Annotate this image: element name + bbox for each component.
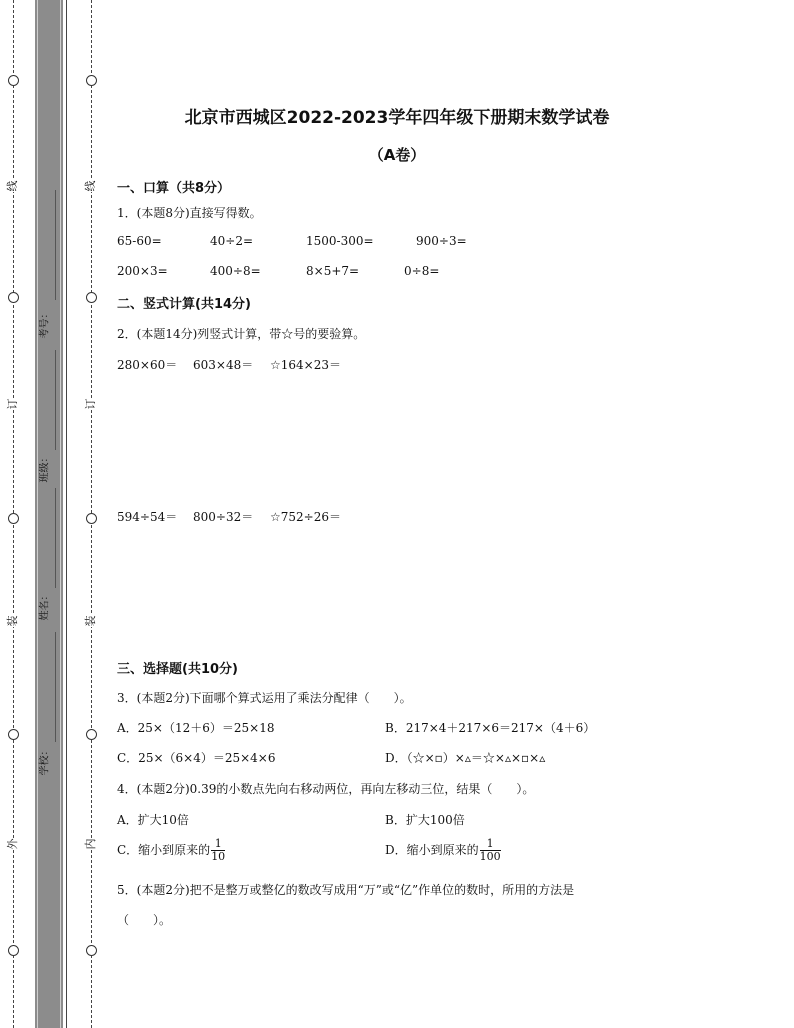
section-1-heading: 一、口算（共8分） — [117, 181, 231, 196]
question-3-stem: 3．(本题2分)下面哪个算式运用了乘法分配律（ ）。 — [117, 691, 412, 705]
q4-option-c-label: C．缩小到原来的 — [117, 843, 211, 857]
fraction-one-hundredth — [480, 838, 501, 863]
exam-title: 北京市西城区2022-2023学年四年级下册期末数学试卷 — [184, 108, 610, 128]
q4-option-d-label: D．缩小到原来的 — [385, 843, 479, 857]
label-class: 班级： — [39, 452, 51, 483]
binding-hole-circle — [86, 75, 97, 86]
section-2-heading: 二、竖式计算(共14分) — [117, 297, 251, 312]
q4-option-a[interactable]: A．扩大10倍 — [117, 813, 189, 827]
binding-hole-circle — [8, 75, 19, 86]
label-name: 姓名： — [39, 590, 51, 621]
q3-option-a[interactable]: A．25×（12＋6）＝25×18 — [117, 721, 275, 735]
q2-item: ☆164×23＝ — [270, 358, 341, 372]
fraction-numerator: 1 — [480, 838, 501, 851]
q4-option-d[interactable] — [385, 838, 501, 863]
binding-hole-circle — [8, 945, 19, 956]
q3-option-c[interactable]: C．25×（6×4）＝25×4×6 — [117, 751, 276, 765]
exam-subtitle: （A卷） — [368, 146, 426, 164]
q1-item: 40÷2= — [210, 234, 254, 248]
margin-char-inner-ding: 订 — [84, 398, 97, 410]
q2-item: 800÷32＝ — [193, 510, 254, 524]
label-school: 学校： — [39, 745, 51, 776]
q1-item: 900÷3= — [416, 234, 467, 248]
q2-item: 594÷54＝ — [117, 510, 178, 524]
question-2-stem: 2．(本题14分)列竖式计算，带☆号的要验算。 — [117, 327, 366, 341]
margin-char-outer-wai: 外 — [6, 838, 19, 850]
binding-hole-circle — [8, 729, 19, 740]
q4-option-b[interactable]: B．扩大100倍 — [385, 813, 465, 827]
binding-hole-circle — [86, 945, 97, 956]
margin-char-outer-xian: 线 — [6, 180, 19, 192]
binding-hole-circle — [8, 292, 19, 303]
q1-item: 200×3= — [117, 264, 168, 278]
q1-item: 400÷8= — [210, 264, 261, 278]
name-blank[interactable] — [55, 488, 56, 588]
section-3-heading: 三、选择题(共10分) — [117, 662, 238, 677]
q2-item: 603×48＝ — [193, 358, 254, 372]
q3-option-b[interactable]: B．217×4＋217×6＝217×（4＋6） — [385, 721, 596, 735]
q2-item: ☆752÷26＝ — [270, 510, 341, 524]
margin-char-inner-nei: 内 — [84, 838, 97, 850]
binding-hole-circle — [8, 513, 19, 524]
q1-item: 0÷8= — [404, 264, 440, 278]
fraction-numerator: 1 — [211, 838, 225, 851]
class-blank[interactable] — [55, 350, 56, 450]
q1-item: 65-60= — [117, 234, 162, 248]
margin-char-outer-ding: 订 — [6, 398, 19, 410]
binding-hole-circle — [86, 729, 97, 740]
q1-item: 1500-300= — [306, 234, 374, 248]
q4-option-c[interactable] — [117, 838, 225, 863]
margin-char-inner-zhuang: 装 — [84, 615, 97, 627]
label-exam-number: 考号： — [39, 308, 51, 339]
fraction-one-tenth — [211, 838, 225, 863]
margin-char-outer-zhuang: 装 — [6, 615, 19, 627]
binding-hole-circle — [86, 292, 97, 303]
q1-item: 8×5+7= — [306, 264, 360, 278]
margin-char-inner-xian: 线 — [84, 180, 97, 192]
q2-item: 280×60＝ — [117, 358, 178, 372]
school-blank[interactable] — [55, 632, 56, 742]
question-1-stem: 1．(本题8分)直接写得数。 — [117, 206, 262, 220]
fraction-denominator: 10 — [211, 850, 226, 863]
fraction-denominator: 100 — [479, 850, 501, 863]
question-5-stem: 5．(本题2分)把不是整万或整亿的数改写成用“万”或“亿”作单位的数时，所用的方法是 — [117, 883, 575, 897]
binding-hole-circle — [86, 513, 97, 524]
exam-number-blank[interactable] — [55, 190, 56, 300]
q3-option-d[interactable]: D．（☆×▫）×▵＝☆×▵×▫×▵ — [385, 751, 546, 765]
question-5-blank: （ ）。 — [117, 913, 172, 927]
question-4-stem: 4．(本题2分)0.39的小数点先向右移动两位，再向左移动三位，结果（ ）。 — [117, 782, 535, 796]
